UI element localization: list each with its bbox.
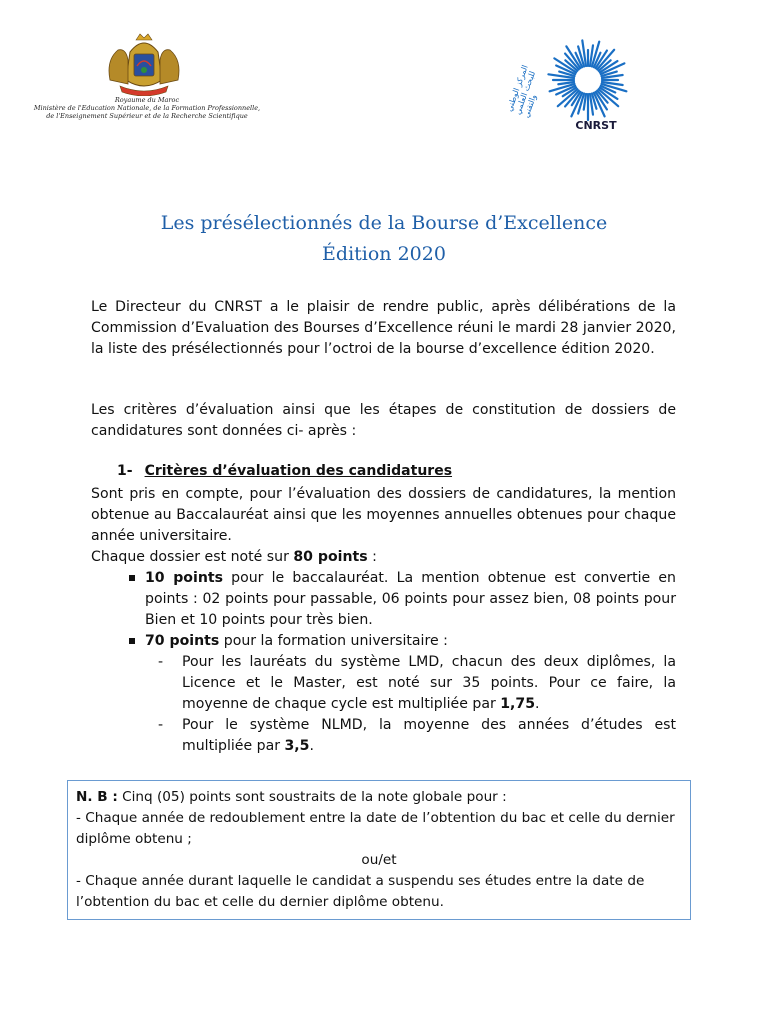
criteria-list: [128, 568, 676, 757]
ministry-line: Royaume du Maroc: [114, 96, 180, 104]
text-span: Pour le système NLMD, la moyenne des années d’études est multipliée par: [182, 717, 676, 754]
page-title: [0, 208, 768, 270]
text-span: .: [309, 738, 314, 754]
section-heading: [117, 463, 452, 479]
text-span: Cinq (05) points sont soustraits de la note globale pour :: [117, 789, 507, 805]
total-points-line: [91, 547, 676, 568]
note-item: - Chaque année de redoublement entre la date de l’obtention du bac et celle du dernier diplôme obtenu ;: [76, 810, 675, 847]
bold-value: 80 points: [293, 549, 368, 565]
sub-list-item: [158, 652, 676, 715]
document-header: [0, 0, 768, 180]
ministry-line: de l'Enseignement Supérieur et de la Recherche Scientifique: [46, 112, 248, 120]
bold-value: 3,5: [284, 738, 310, 754]
bold-value: 1,75: [500, 696, 536, 712]
cnrst-arabic-name: المركز الوطني للبحث العلمي والتقني: [504, 63, 539, 119]
sub-list-item: [158, 715, 676, 757]
sub-list: [158, 652, 676, 757]
ministry-line: Ministère de l'Education Nationale, de la Formation Professionnelle,: [33, 104, 261, 112]
evaluation-paragraph: Sont pris en compte, pour l’évaluation des dossiers de candidatures, la mention obtenue au Baccalauréat ainsi que les moyennes annuelles obtenues pour chaque année universitaire.: [91, 486, 676, 544]
section-label: Critères d’évaluation des candidatures: [144, 463, 453, 479]
bold-value: 10 points: [145, 570, 223, 586]
criteria-intro-paragraph: Les critères d’évaluation ainsi que les étapes de constitution de dossiers de candidatures sont données ci- après :: [91, 402, 676, 439]
note-or: ou/et: [361, 852, 397, 868]
note-intro: [76, 787, 682, 808]
text-span: :: [367, 549, 377, 565]
list-item: [128, 631, 676, 652]
text-span: Pour les lauréats du système LMD, chacun des deux diplômes, la Licence et le Master, est noté sur 35 points. Pour ce faire, la moyenne de chaque cycle est multipliée par: [182, 654, 676, 712]
title-line-1: Les présélectionnés de la Bourse d’Excellence: [160, 212, 608, 234]
list-item: [128, 568, 676, 631]
bold-value: 70 points: [145, 633, 220, 649]
cnrst-label: CNRST: [575, 119, 617, 132]
title-line-2: Édition 2020: [322, 243, 446, 265]
text-span: pour le baccalauréat. La mention obtenue est convertie en points : 02 points pour passable, 06 points pour assez bien, 08 points pour Bien et 10 points pour très bien.: [145, 570, 676, 628]
section-number: 1-: [117, 463, 133, 479]
text-span: pour la formation universitaire :: [219, 633, 448, 649]
ministry-header: [22, 96, 272, 120]
note-label: N. B :: [76, 789, 118, 805]
intro-paragraph: Le Directeur du CNRST a le plaisir de rendre public, après délibérations de la Commission d’Evaluation des Bourses d’Excellence réuni le mardi 28 janvier 2020, la liste des présélectionnés pour l’octroi de la bourse d’excellence édition 2020.: [91, 299, 676, 357]
text-span: .: [535, 696, 540, 712]
royal-coat-of-arms-icon: [104, 30, 184, 96]
note-item: - Chaque année durant laquelle le candidat a suspendu ses études entre la date de l’obtention du bac et celle du dernier diplôme obtenu.: [76, 873, 645, 910]
note-box: [67, 780, 691, 920]
text-span: Chaque dossier est noté sur: [91, 549, 294, 565]
